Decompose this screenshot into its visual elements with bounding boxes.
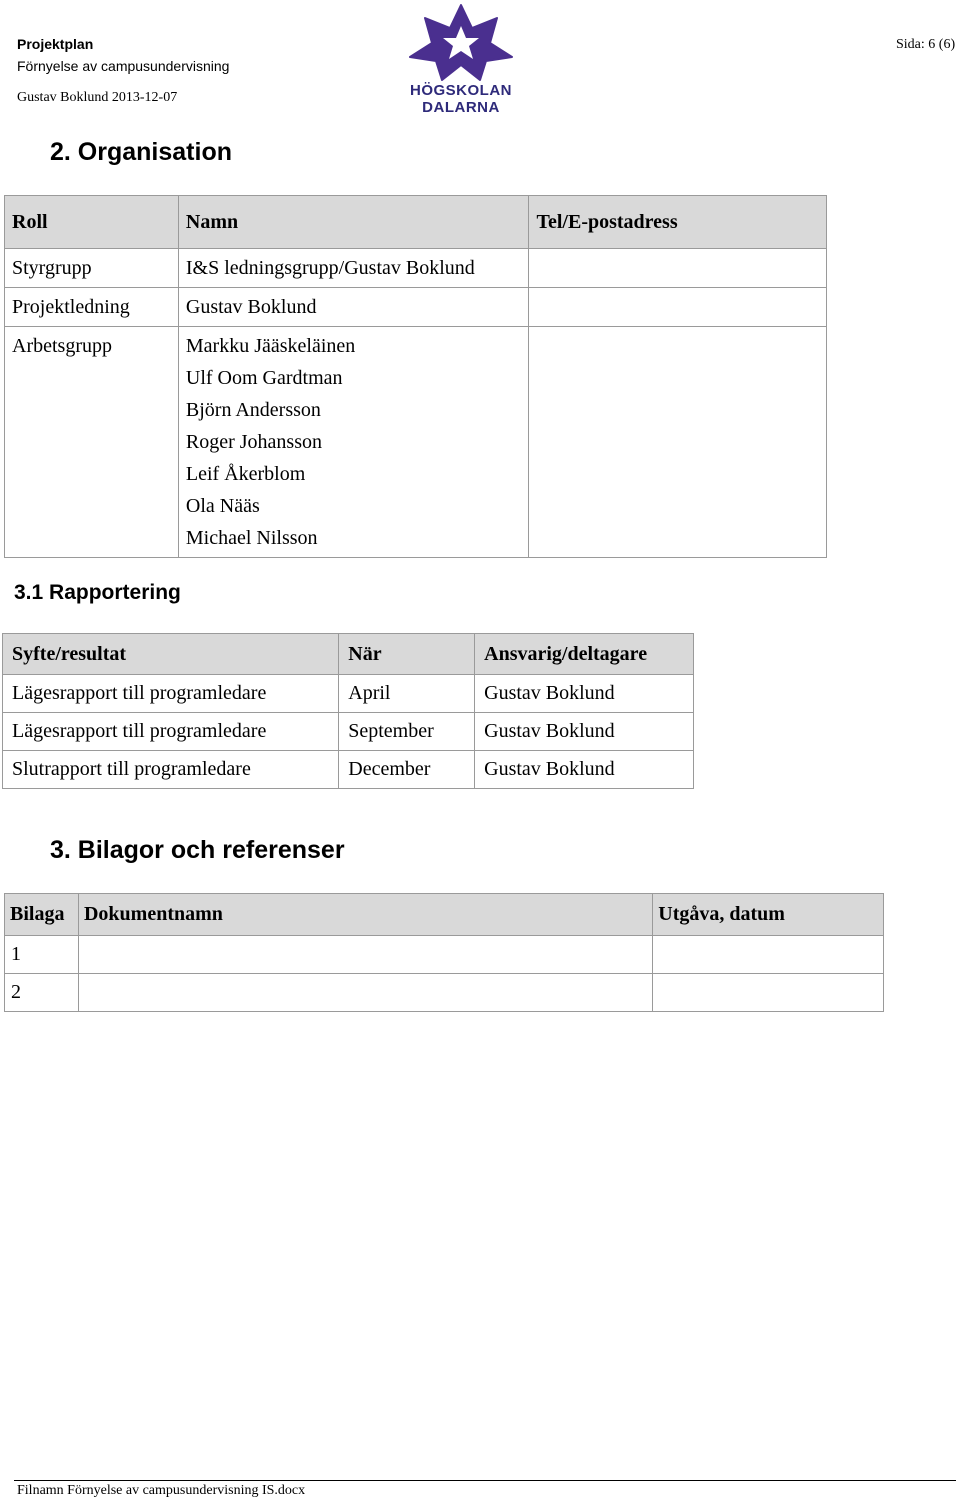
- contact-cell: [529, 327, 827, 558]
- names-cell: [178, 327, 529, 558]
- page-number: Sida: 6 (6): [896, 37, 956, 52]
- purpose-cell: Lägesrapport till programledare: [3, 675, 339, 713]
- role-cell: Styrgrupp: [5, 249, 179, 288]
- when-cell: September: [339, 713, 475, 751]
- member-name: Björn Andersson: [185, 399, 321, 421]
- document-title: Projektplan: [17, 36, 94, 52]
- contact-cell: [529, 288, 827, 327]
- footer-filename: Filnamn Förnyelse av campusundervisning IS.docx: [17, 1483, 306, 1498]
- document-subtitle: Förnyelse av campusundervisning: [17, 58, 230, 74]
- role-cell: Arbetsgrupp: [5, 327, 179, 558]
- column-header-roll: Roll: [5, 196, 179, 249]
- column-header-contact: Tel/E-postadress: [529, 196, 827, 249]
- member-name: Markku Jääskeläinen: [185, 335, 356, 357]
- attachment-number-cell: 1: [5, 936, 79, 974]
- logo-text-line2: DALARNA: [422, 99, 500, 116]
- table-header-row: [5, 894, 884, 936]
- purpose-cell: Slutrapport till programledare: [3, 751, 339, 789]
- member-name: Ola Nääs: [185, 495, 260, 517]
- name-cell: Gustav Boklund: [178, 288, 529, 327]
- column-header-ansvarig: Ansvarig/deltagare: [475, 634, 694, 675]
- responsible-cell: Gustav Boklund: [475, 713, 694, 751]
- attachment-number-cell: 2: [5, 974, 79, 1012]
- role-cell: Projektledning: [5, 288, 179, 327]
- table-row: [3, 675, 694, 713]
- edition-date-cell: [653, 974, 884, 1012]
- column-header-bilaga: Bilaga: [5, 894, 79, 936]
- responsible-cell: Gustav Boklund: [475, 751, 694, 789]
- section-heading-bilagor: 3. Bilagor och referenser: [50, 836, 345, 864]
- rapportering-table: [2, 633, 694, 789]
- column-header-nar: När: [339, 634, 475, 675]
- table-header-row: [5, 196, 827, 249]
- column-header-namn: Namn: [178, 196, 529, 249]
- member-name: Leif Åkerblom: [185, 463, 306, 485]
- name-cell: I&S ledningsgrupp/Gustav Boklund: [178, 249, 529, 288]
- section-heading-organisation: 2. Organisation: [50, 138, 232, 166]
- table-row: [3, 751, 694, 789]
- edition-date-cell: [653, 936, 884, 974]
- purpose-cell: Lägesrapport till programledare: [3, 713, 339, 751]
- table-row: [5, 327, 827, 558]
- when-cell: April: [339, 675, 475, 713]
- table-row: [3, 713, 694, 751]
- table-header-row: [3, 634, 694, 675]
- section-heading-rapportering: 3.1 Rapportering: [14, 581, 181, 604]
- table-row: [5, 974, 884, 1012]
- table-row: [5, 288, 827, 327]
- member-name: Michael Nilsson: [185, 527, 318, 549]
- column-header-syfte: Syfte/resultat: [3, 634, 339, 675]
- when-cell: December: [339, 751, 475, 789]
- footer-divider: [14, 1480, 956, 1481]
- star-logo-icon: [400, 2, 522, 82]
- document-name-cell: [78, 936, 652, 974]
- table-row: [5, 249, 827, 288]
- author-date: Gustav Boklund 2013-12-07: [17, 90, 178, 105]
- contact-cell: [529, 249, 827, 288]
- organisation-table: [4, 195, 827, 558]
- member-name: Ulf Oom Gardtman: [185, 367, 343, 389]
- responsible-cell: Gustav Boklund: [475, 675, 694, 713]
- hogskolan-dalarna-logo: [400, 2, 522, 120]
- document-name-cell: [78, 974, 652, 1012]
- bilagor-table: [4, 893, 884, 1012]
- table-row: [5, 936, 884, 974]
- column-header-dokumentnamn: Dokumentnamn: [78, 894, 652, 936]
- logo-text-line1: HÖGSKOLAN: [410, 82, 512, 99]
- member-name: Roger Johansson: [185, 431, 322, 453]
- column-header-utgava: Utgåva, datum: [653, 894, 884, 936]
